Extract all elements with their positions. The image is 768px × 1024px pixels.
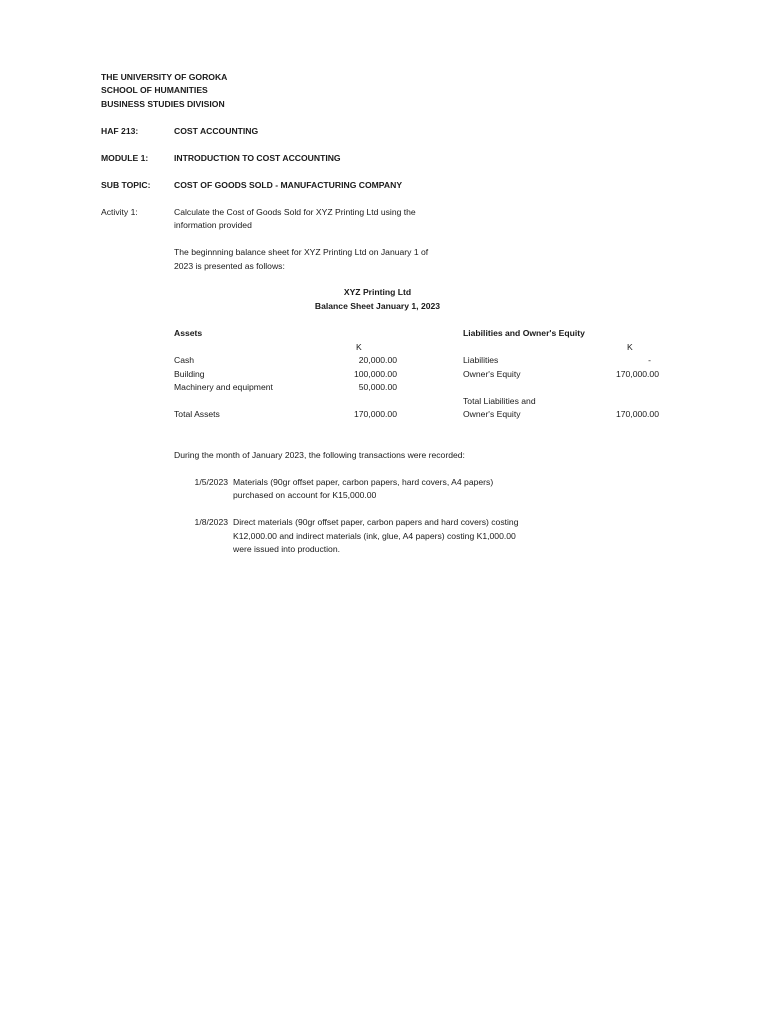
division-name: BUSINESS STUDIES DIVISION	[101, 99, 225, 109]
asset-label: Building	[174, 369, 205, 379]
module-title: INTRODUCTION TO COST ACCOUNTING	[174, 153, 341, 163]
course-title: COST ACCOUNTING	[174, 126, 259, 136]
liabilities-heading: Liabilities and Owner's Equity	[463, 328, 585, 338]
transaction-text-line1: Materials (90gr offset paper, carbon papers, hard covers, A4 papers)	[233, 477, 494, 487]
currency-label-assets: K	[356, 342, 362, 352]
school-name: SCHOOL OF HUMANITIES	[101, 85, 208, 95]
total-assets-value: 170,000.00	[353, 409, 397, 419]
asset-label: Cash	[174, 355, 195, 365]
company-name: XYZ Printing Ltd	[343, 287, 412, 297]
activity-intro-line2: 2023 is presented as follows:	[174, 261, 285, 271]
asset-label: Machinery and equipment	[174, 382, 273, 392]
subtopic-title: COST OF GOODS SOLD - MANUFACTURING COMPANY	[174, 180, 403, 190]
subtopic-label: SUB TOPIC:	[101, 180, 151, 190]
activity-instruction-line2: information provided	[174, 220, 252, 230]
total-assets-label: Total Assets	[174, 409, 220, 419]
transaction-text-line2: purchased on account for K15,000.00	[233, 490, 377, 500]
asset-value: 50,000.00	[358, 382, 397, 392]
equity-value: 170,000.00	[615, 369, 659, 379]
balance-sheet-title: Balance Sheet January 1, 2023	[314, 301, 441, 311]
transaction-text-line1: Direct materials (90gr offset paper, carbon papers and hard covers) costing	[233, 517, 519, 527]
liability-label: Liabilities	[463, 355, 499, 365]
module-label: MODULE 1:	[101, 153, 149, 163]
university-name: THE UNIVERSITY OF GOROKA	[101, 72, 228, 82]
equity-label: Owner's Equity	[463, 369, 521, 379]
activity-label: Activity 1:	[101, 207, 138, 217]
transaction-text-line3: were issued into production.	[233, 544, 341, 554]
activity-instruction-line1: Calculate the Cost of Goods Sold for XYZ Printing Ltd using the	[174, 207, 416, 217]
activity-intro-line1: The beginnning balance sheet for XYZ Printing Ltd on January 1 of	[174, 247, 429, 257]
currency-label-liabilities: K	[627, 342, 633, 352]
asset-value: 20,000.00	[358, 355, 397, 365]
transactions-intro: During the month of January 2023, the following transactions were recorded:	[174, 450, 465, 460]
total-liabilities-label-line2: Owner's Equity	[463, 409, 521, 419]
liability-value: -	[648, 355, 651, 365]
total-liabilities-value: 170,000.00	[615, 409, 659, 419]
transaction-date: 1/8/2023	[194, 517, 228, 527]
assets-heading: Assets	[174, 328, 203, 338]
transaction-date: 1/5/2023	[194, 477, 228, 487]
course-code-label: HAF 213:	[101, 126, 139, 136]
transaction-text-line2: K12,000.00 and indirect materials (ink, glue, A4 papers) costing K1,000.00	[233, 531, 516, 541]
total-liabilities-label-line1: Total Liabilities and	[463, 396, 536, 406]
asset-value: 100,000.00	[353, 369, 397, 379]
